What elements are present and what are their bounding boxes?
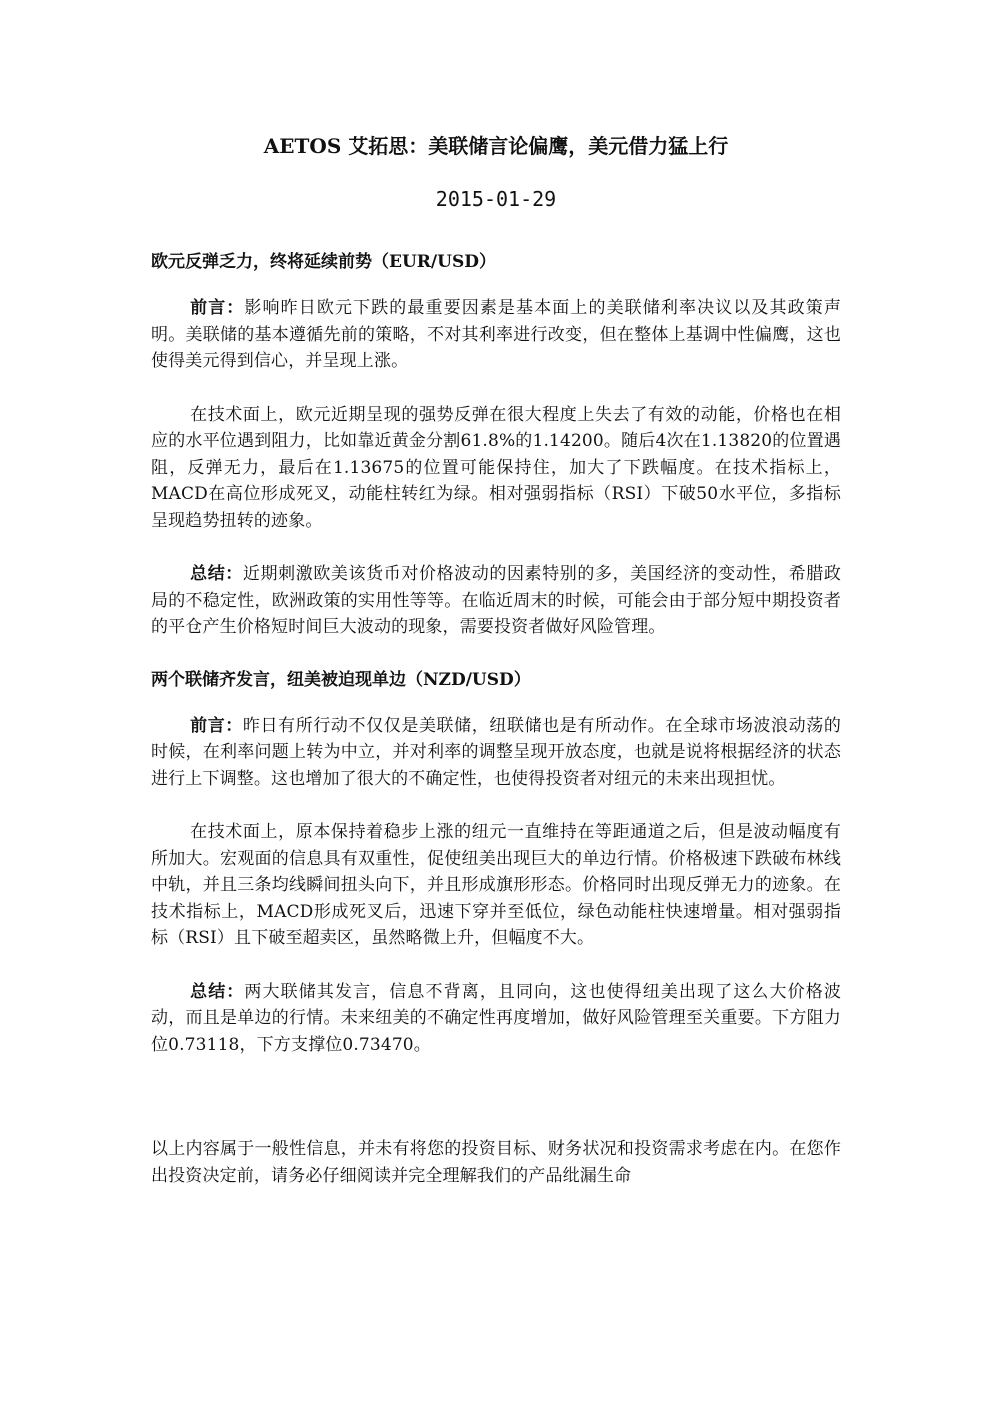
disclaimer-text: 以上内容属于一般性信息，并未有将您的投资目标、财务状况和投资需求考虑在内。在您作出投资决定前，请务必仔细阅读并完全理解我们的产品纰漏生命 (151, 1139, 841, 1186)
paragraph-lead: 前言： (190, 298, 245, 318)
paragraph-summary (151, 979, 841, 1059)
document-body (151, 250, 841, 1190)
paragraph-text: 昨日有所行动不仅仅是美联储，纽联储也是有所动作。在全球市场波浪动荡的时候，在利率问题上转为中立，并对利率的调整呈现开放态度，也就是说将根据经济的状态进行上下调整。这也增加了很大的不确定性，也使得投资者对纽元的未来出现担忧。 (151, 715, 841, 789)
paragraph-text: 在技术面上，欧元近期呈现的强势反弹在很大程度上失去了有效的动能，价格也在相应的水平位遇到阻力，比如靠近黄金分割61.8%的1.14200。随后4次在1.13820的位置遇阻，反弹无力，最后在1.13675的位置可能保持住，加大了下跌幅度。在技术指标上，MACD在高位形成死叉，动能柱转红为绿。相对强弱指标（RSI）下破50水平位，多指标呈现趋势扭转的迹象。 (151, 404, 841, 531)
paragraph-preface (151, 713, 841, 793)
document-title: AETOS 艾拓思：美联储言论偏鹰，美元借力猛上行 (263, 134, 729, 158)
paragraph-technical (151, 819, 841, 952)
paragraph-lead: 总结： (190, 564, 243, 584)
paragraph-summary (151, 561, 841, 641)
paragraph-technical (151, 402, 841, 535)
paragraph-text: 在技术面上，原本保持着稳步上涨的纽元一直维持在等距通道之后，但是波动幅度有所加大。宏观面的信息具有双重性，促使纽美出现巨大的单边行情。价格极速下跌破布林线中轨，并且三条均线瞬间扭头向下，并且形成旗形形态。价格同时出现反弹无力的迹象。在技术指标上，MACD形成死叉后，迅速下穿并至低位，绿色动能柱快速增量。相对强弱指标（RSI）且下破至超卖区，虽然略微上升，但幅度不大。 (151, 822, 841, 948)
paragraph-lead: 前言： (190, 715, 243, 736)
paragraph-text: 两大联储其发言，信息不背离，且同向，这也使得纽美出现了这么大价格波动，而且是单边的行情。未来纽美的不确定性再度增加，做好风险管理至关重要。下方阻力位0.73118，下方支撑位0.73470。 (151, 981, 841, 1055)
document-date: 2015-01-29 (435, 187, 557, 211)
section-eur-usd (151, 250, 841, 641)
paragraph-text: 影响昨日欧元下跌的最重要因素是基本面上的美联储利率决议以及其政策声明。美联储的基本遵循先前的策略，不对其利率进行改变，但在整体上基调中性偏鹰，这也使得美元得到信心，并呈现上涨。 (151, 298, 841, 371)
paragraph-preface (151, 295, 841, 375)
paragraph-text: 近期刺激欧美该货币对价格波动的因素特别的多，美国经济的变动性，希腊政局的不稳定性，欧洲政策的实用性等等。在临近周末的时候，可能会由于部分短中期投资者的平仓产生价格短时间巨大波动的现象，需要投资者做好风险管理。 (151, 564, 841, 637)
section-heading: 欧元反弹乏力，终将延续前势（EUR/USD） (151, 252, 496, 272)
section-nzd-usd (151, 668, 841, 1059)
paragraph-lead: 总结： (190, 981, 245, 1002)
section-heading: 两个联储齐发言，纽美被迫现单边（NZD/USD） (151, 669, 531, 690)
